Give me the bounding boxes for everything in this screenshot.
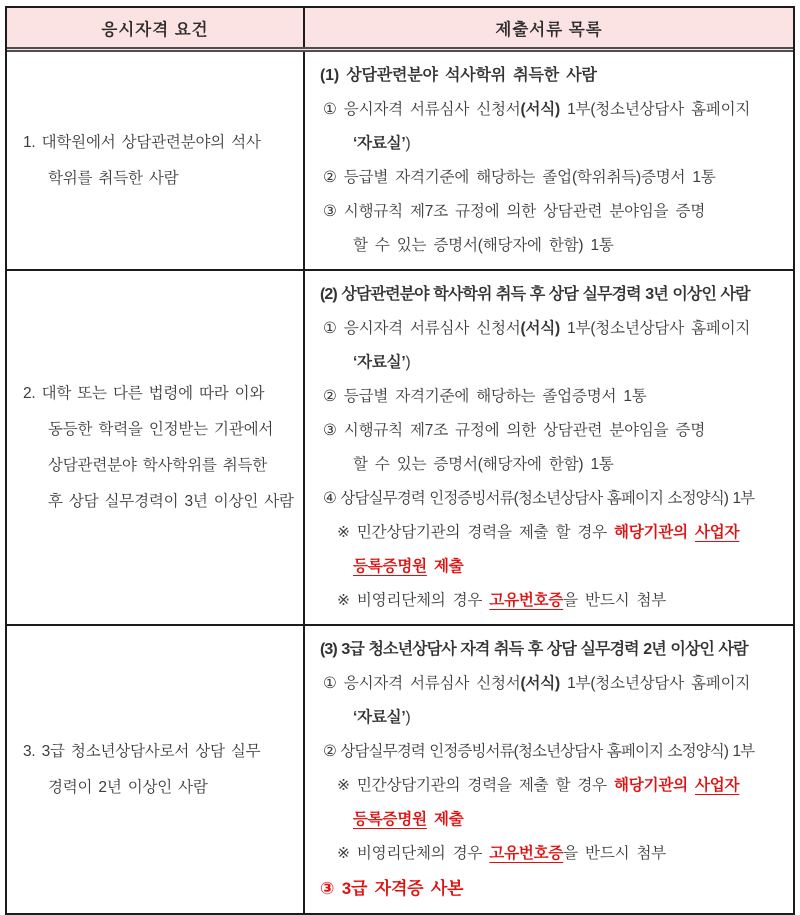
doc-line bbox=[313, 735, 787, 769]
text-segment: ③ 시행규칙 제7조 규정에 의한 상담관련 분야임을 증명 bbox=[323, 203, 706, 220]
text-segment: ) bbox=[405, 135, 411, 152]
text-segment: ) bbox=[405, 354, 411, 371]
text-segment: ③ 시행규칙 제7조 규정에 의한 상담관련 분야임을 증명 bbox=[323, 422, 706, 439]
text-segment: ‘자료실’ bbox=[353, 135, 406, 152]
text-segment: 등록증명원 bbox=[353, 558, 427, 575]
doc-line bbox=[313, 414, 787, 482]
text-segment: 을 반드시 첨부 bbox=[563, 845, 667, 862]
text-segment: (2) 상담관련분야 학사학위 취득 후 상담 실무경력 3년 이상인 사람 bbox=[320, 286, 750, 303]
text-segment: 해당기관의 bbox=[614, 524, 696, 541]
requirement-line: 후 상담 실무경력이 3년 이상인 사람 bbox=[48, 492, 294, 510]
table-header bbox=[7, 8, 793, 52]
text-segment: ① 응시자격 서류심사 신청서 bbox=[323, 101, 521, 118]
requirement-line: 동등한 학력을 인정받는 기관에서 bbox=[48, 420, 274, 438]
requirement-text bbox=[23, 734, 295, 806]
table-row bbox=[7, 269, 793, 624]
table-row bbox=[7, 624, 793, 913]
doc-line bbox=[313, 769, 787, 837]
text-segment: 제출 bbox=[426, 558, 464, 575]
requirement-line: 상담관련분야 학사학위를 취득한 bbox=[48, 456, 268, 474]
doc-line bbox=[313, 667, 787, 735]
doc-line bbox=[313, 380, 787, 414]
requirement-line: 2. 대학 또는 다른 법령에 따라 이와 bbox=[23, 384, 265, 402]
text-segment: 제출 bbox=[426, 811, 464, 828]
documents-cell bbox=[305, 626, 793, 913]
text-segment: ※ 비영리단체의 경우 bbox=[337, 845, 490, 862]
requirement-text bbox=[23, 376, 295, 520]
documents-cell bbox=[305, 52, 793, 269]
doc-line bbox=[313, 482, 787, 516]
doc-line bbox=[313, 516, 787, 584]
requirement-line: 학위를 취득한 사람 bbox=[48, 169, 179, 187]
requirement-text bbox=[23, 125, 295, 197]
qualification-documents-table bbox=[5, 6, 795, 915]
header-cell-documents bbox=[305, 8, 793, 47]
doc-line bbox=[313, 312, 787, 380]
text-segment: ‘자료실’ bbox=[353, 709, 406, 726]
text-segment: ① 응시자격 서류심사 신청서 bbox=[323, 320, 521, 337]
text-segment: 1부(청소년상담사 홈페이지 bbox=[560, 675, 751, 692]
text-segment: ② 등급별 자격기준에 해당하는 졸업증명서 1통 bbox=[323, 388, 647, 405]
text-segment: 고유번호증 bbox=[489, 845, 564, 862]
doc-line bbox=[313, 161, 787, 195]
requirement-cell bbox=[7, 52, 305, 269]
doc-line bbox=[313, 837, 787, 871]
requirement-line: 경력이 2년 이상인 사람 bbox=[48, 778, 208, 796]
doc-line bbox=[313, 59, 787, 93]
text-segment: 고유번호증 bbox=[489, 592, 564, 609]
header-label-documents: 제출서류 목록 bbox=[495, 20, 603, 39]
text-segment: 을 반드시 첨부 bbox=[563, 592, 667, 609]
table-row bbox=[7, 52, 793, 269]
text-segment: ※ 민간상담기관의 경력을 제출 할 경우 bbox=[337, 777, 615, 794]
text-segment: ④ 상담실무경력 인정증빙서류(청소년상담사 홈페이지 소정양식) 1부 bbox=[323, 490, 755, 507]
text-segment: (3) 3급 청소년상담사 자격 취득 후 상담 실무경력 2년 이상인 사람 bbox=[320, 641, 748, 658]
requirement-cell bbox=[7, 271, 305, 624]
text-segment: 1부(청소년상담사 홈페이지 bbox=[560, 101, 751, 118]
text-segment: ② 등급별 자격기준에 해당하는 졸업(학위취득)증명서 1통 bbox=[323, 169, 716, 186]
requirement-line: 1. 대학원에서 상담관련분야의 석사 bbox=[23, 133, 261, 151]
text-segment: (서식) bbox=[520, 320, 561, 337]
text-segment: 등록증명원 bbox=[353, 811, 427, 828]
doc-line bbox=[313, 584, 787, 618]
header-label-qualification: 응시자격 요건 bbox=[101, 20, 209, 39]
text-segment: 해당기관의 bbox=[614, 777, 696, 794]
doc-line bbox=[313, 195, 787, 263]
text-segment: ※ 비영리단체의 경우 bbox=[337, 592, 490, 609]
text-segment: (1) 상담관련분야 석사학위 취득한 사람 bbox=[320, 67, 597, 84]
doc-line bbox=[313, 93, 787, 161]
doc-line bbox=[313, 633, 787, 667]
header-cell-qualification bbox=[7, 8, 305, 47]
table-body bbox=[7, 52, 793, 913]
text-segment: 할 수 있는 증명서(해당자에 한함) 1통 bbox=[353, 456, 614, 473]
text-segment: ③ 3급 자격증 사본 bbox=[320, 879, 464, 898]
text-segment: (서식) bbox=[520, 675, 561, 692]
text-segment: ※ 민간상담기관의 경력을 제출 할 경우 bbox=[337, 524, 615, 541]
requirement-cell bbox=[7, 626, 305, 913]
text-segment: (서식) bbox=[520, 101, 561, 118]
requirement-line: 3. 3급 청소년상담사로서 상담 실무 bbox=[23, 742, 261, 760]
text-segment: ) bbox=[405, 709, 411, 726]
text-segment: 할 수 있는 증명서(해당자에 한함) 1통 bbox=[353, 237, 614, 254]
text-segment: ① 응시자격 서류심사 신청서 bbox=[323, 675, 521, 692]
text-segment: 사업자 bbox=[695, 777, 740, 794]
doc-line bbox=[313, 871, 787, 907]
text-segment: 1부(청소년상담사 홈페이지 bbox=[560, 320, 751, 337]
text-segment: 사업자 bbox=[695, 524, 740, 541]
doc-line bbox=[313, 278, 787, 312]
text-segment: ② 상담실무경력 인정증빙서류(청소년상담사 홈페이지 소정양식) 1부 bbox=[323, 743, 755, 760]
documents-cell bbox=[305, 271, 793, 624]
text-segment: ‘자료실’ bbox=[353, 354, 406, 371]
